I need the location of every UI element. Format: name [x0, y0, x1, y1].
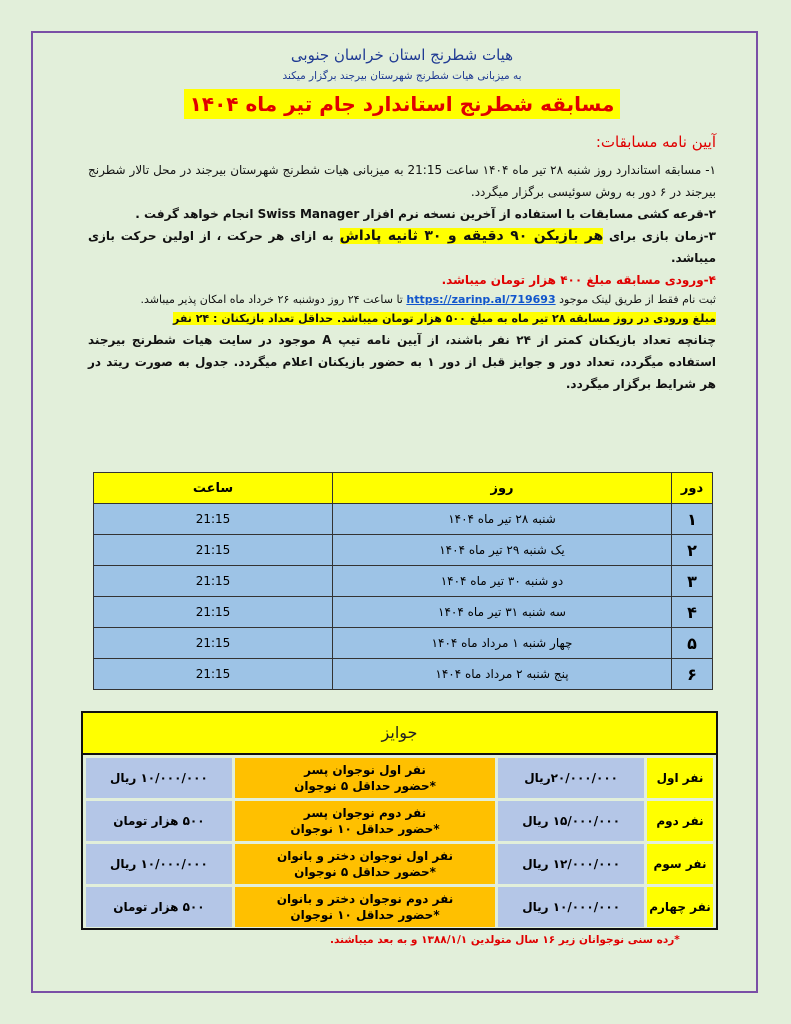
registration-text: ثبت نام فقط از طریق لینک موجود https://zarinp.al/719693 تا ساعت ۲۴ روز دوشنبه ۲۶ خرداد ماه امکان پذیر میباشد. — [140, 293, 716, 306]
prize-rank: نفر اول — [647, 758, 713, 798]
day-fee-line: مبلغ ورودی در روز مسابقه ۲۸ تیر ماه به مبلغ ۵۰۰ هزار تومان میباشد. حداقل تعداد بازیکنان : ۲۴ نفر — [172, 312, 716, 325]
prize-cash: ۱۲/۰۰۰/۰۰۰ ریال — [498, 844, 644, 884]
rules-heading: آیین نامه مسابقات: — [595, 133, 716, 151]
prize-rank: نفر دوم — [647, 801, 713, 841]
teen-prize-cash: ۵۰۰ هزار تومان — [86, 887, 232, 927]
teen-prize-cash: ۱۰/۰۰۰/۰۰۰ ریال — [86, 758, 232, 798]
teen-prize: نفر اول نوجوان پسر *حضور حداقل ۵ نوجوان — [235, 758, 495, 798]
page-title: مسابقه شطرنج استاندارد جام تیر ماه ۱۴۰۴ — [184, 89, 621, 119]
rule-3: ۳-زمان بازی برای هر بازیکن ۹۰ دقیقه و ۳۰ ثانیه پاداش به ازای هر حرکت ، از اولین حرکت بازی میباشد. — [88, 228, 716, 265]
rule-2: ۲-قرعه کشی مسابقات با استفاده از آخرین نسخه نرم افزار Swiss Manager انجام خواهد گرفت . — [135, 207, 716, 221]
time-control-highlight: هر بازیکن ۹۰ دقیقه و ۳۰ ثانیه پاداش — [339, 228, 604, 244]
schedule-table — [93, 472, 713, 690]
teen-prize-cash: ۱۰/۰۰۰/۰۰۰ ریال — [86, 844, 232, 884]
table-row: ۶ پنج شنبه ۲ مرداد ماه ۱۴۰۴ 21:15 — [94, 659, 713, 690]
table-row: ۲ یک شنبه ۲۹ تیر ماه ۱۴۰۴ 21:15 — [94, 535, 713, 566]
prizes-table — [81, 711, 718, 930]
org-name: هیات شطرنج استان خراسان جنوبی — [290, 46, 514, 64]
software-name: Swiss Manager — [257, 207, 360, 221]
table-row: ۳ دو شنبه ۳۰ تیر ماه ۱۴۰۴ 21:15 — [94, 566, 713, 597]
header-day: روز — [333, 473, 672, 504]
teen-prize-cash: ۵۰۰ هزار تومان — [86, 801, 232, 841]
prize-row — [86, 887, 713, 927]
registration-link[interactable]: https://zarinp.al/719693 — [406, 293, 556, 306]
prize-row — [86, 758, 713, 798]
prize-row — [86, 801, 713, 841]
document-content — [88, 40, 716, 395]
teen-prize: نفر دوم نوجوان پسر *حضور حداقل ۱۰ نوجوان — [235, 801, 495, 841]
prize-rank: نفر سوم — [647, 844, 713, 884]
rule-4: ۴-ورودی مسابقه مبلغ ۴۰۰ هزار تومان میباشد. — [441, 273, 716, 287]
prize-cash: ۲۰/۰۰۰/۰۰۰ریال — [498, 758, 644, 798]
prize-cash: ۱۰/۰۰۰/۰۰۰ ریال — [498, 887, 644, 927]
teen-prize: نفر دوم نوجوان دختر و بانوان *حضور حداقل ۱۰ نوجوان — [235, 887, 495, 927]
header-round: دور — [672, 473, 713, 504]
min-players-note: چنانچه تعداد بازیکنان کمتر از ۲۴ نفر باشند، از آیین نامه تیپ A موجود در سایت هیات شطرنج بیرجند استفاده میگردد، تعداد دور و جوایز قبل از دور ۱ به حضور بازیکنان اعلام میگردد. جدول به صورت ریتد در هر شرایط برگزار میگردد. — [88, 333, 716, 391]
prize-row — [86, 844, 713, 884]
prize-cash: ۱۵/۰۰۰/۰۰۰ ریال — [498, 801, 644, 841]
table-row: ۴ سه شنبه ۳۱ تیر ماه ۱۴۰۴ 21:15 — [94, 597, 713, 628]
prizes-heading: جوایز — [83, 713, 716, 755]
rule-1: ۱- مسابقه استاندارد روز شنبه ۲۸ تیر ماه ۱۴۰۴ ساعت 21:15 به میزبانی هیات شطرنج شهرستان بیرجند در محل تالار شطرنج بیرجند در ۶ دور به روش سوئیسی برگزار میگردد. — [88, 163, 716, 199]
header-time: ساعت — [94, 473, 333, 504]
prize-rank: نفر چهارم — [647, 887, 713, 927]
teen-prize: نفر اول نوجوان دختر و بانوان *حضور حداقل ۵ نوجوان — [235, 844, 495, 884]
table-row: ۵ چهار شنبه ۱ مرداد ماه ۱۴۰۴ 21:15 — [94, 628, 713, 659]
host-line: به میزبانی هیات شطرنج شهرستان بیرجند برگزار میکند — [282, 70, 522, 82]
table-row: ۱ شنبه ۲۸ تیر ماه ۱۴۰۴ 21:15 — [94, 504, 713, 535]
age-note: *رده سنی نوجوانان زیر ۱۶ سال متولدین ۱۳۸۸/۱/۱ و به بعد میباشند. — [330, 934, 680, 946]
schedule-header-row — [94, 473, 713, 504]
rules-section — [88, 133, 716, 395]
